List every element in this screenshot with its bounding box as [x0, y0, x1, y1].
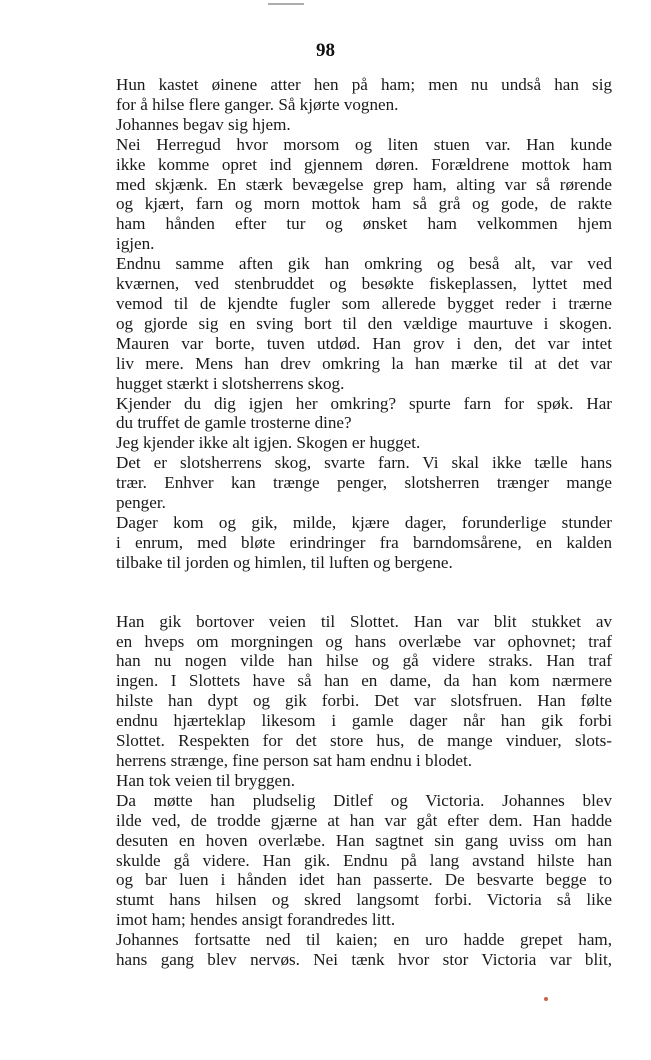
scan-smudge — [268, 3, 304, 5]
text-line: du truffet de gamle trosterne dine? — [116, 413, 352, 433]
text-line: liv mere. Mens han drev omkring la han mærke til at det var — [116, 353, 612, 373]
text-line: ham hånden efter tur og ønsket ham velkommen hjem — [116, 214, 612, 234]
text-line: ikke komme opret ind gjennem døren. Forældrene mottok ham — [116, 154, 612, 174]
text-line: Nei Herregud hvor morsom og liten stuen var. Han kunde — [116, 134, 612, 154]
text-line: Han gik bortover veien til Slottet. Han var blit stukket av — [116, 611, 612, 631]
text-line: en hveps om morgningen og hans overlæbe var ophovnet; traf — [116, 631, 612, 651]
text-line: igjen. — [116, 234, 155, 254]
body-text — [116, 75, 612, 970]
text-line: med skjænk. En stærk bevægelse grep ham, alting var så rørende — [116, 174, 612, 194]
page-number: 98 — [316, 40, 335, 61]
text-line: Da møtte han pludselig Ditlef og Victoria. Johannes blev — [116, 790, 612, 810]
section-1 — [116, 75, 612, 573]
text-line: og gjorde sig en sving bort til den vældige maurtuve i skogen. — [116, 313, 612, 333]
text-line: hugget stærkt i slotsherrens skog. — [116, 373, 345, 393]
text-line: Johannes fortsatte ned til kaien; en uro hadde grepet ham, — [116, 930, 612, 950]
text-line: Jeg kjender ikke alt igjen. Skogen er hugget. — [116, 433, 421, 453]
text-line: Johannes begav sig hjem. — [116, 114, 291, 134]
text-line: og bar luen i hånden idet han passerte. De besvarte begge to — [116, 870, 612, 890]
section-2 — [116, 612, 612, 970]
text-line: stumt hans hilsen og skred langsomt forbi. Victoria så like — [116, 890, 612, 910]
text-line: kværnen, ved stenbruddet og besøkte fiskeplassen, lyttet med — [116, 274, 612, 294]
text-line: Kjender du dig igjen her omkring? spurte farn for spøk. Har — [116, 393, 612, 413]
text-line: endnu hjærteklap likesom i gamle dager når han gik forbi — [116, 711, 612, 731]
text-line: Endnu samme aften gik han omkring og beså alt, var ved — [116, 254, 612, 274]
text-line: han nu nogen vilde han hilse og gå videre straks. Han traf — [116, 651, 612, 671]
text-line: Mauren var borte, tuven utdød. Han grov i den, det var intet — [116, 333, 612, 353]
text-line: herrens strænge, fine person sat ham endnu i blodet. — [116, 751, 473, 770]
text-line: hans gang blev nervøs. Nei tænk hvor stor Victoria var blit, — [116, 950, 612, 970]
text-line: Slottet. Respekten for det store hus, de mange vinduer, slots- — [116, 731, 612, 751]
text-line: Han tok veien til bryggen. — [116, 770, 295, 790]
text-line: i enrum, med bløte erindringer fra barndomsårene, en kalden — [116, 532, 612, 552]
text-line: og kjært, farn og morn mottok ham så grå og gode, de rakte — [116, 194, 612, 214]
text-line: for å hilse flere ganger. Så kjørte vognen. — [116, 94, 399, 114]
text-line: ilde ved, de trodde gjærne at han var gåt efter dem. Han hadde — [116, 810, 612, 830]
text-line: tilbake til jorden og himlen, til luften og bergene. — [116, 552, 453, 572]
text-line: penger. — [116, 493, 166, 513]
text-line: ingen. I Slottets have så han en dame, da han kom nærmere — [116, 671, 612, 691]
text-line: hilste han dypt og gik forbi. Det var slotsfruen. Han følte — [116, 691, 612, 711]
text-line: Det er slotsherrens skog, svarte farn. Vi skal ikke tælle hans — [116, 453, 612, 473]
section-break — [116, 573, 612, 612]
text-line: trær. Enhver kan trænge penger, slotsherren trænger mange — [116, 473, 612, 493]
stray-ink-dot — [544, 997, 548, 1001]
text-line: imot ham; hendes ansigt forandredes litt. — [116, 910, 396, 930]
text-line: Hun kastet øinene atter hen på ham; men nu undså han sig — [116, 75, 612, 94]
text-line: skulde gå videre. Han gik. Endnu på lang avstand hilste han — [116, 850, 612, 870]
text-line: Dager kom og gik, milde, kjære dager, forunderlige stunder — [116, 512, 612, 532]
text-line: vemod til de kjendte fugler som allerede bygget reder i trærne — [116, 293, 612, 313]
text-line: desuten en hoven overlæbe. Han sagtnet sin gang uviss om han — [116, 830, 612, 850]
